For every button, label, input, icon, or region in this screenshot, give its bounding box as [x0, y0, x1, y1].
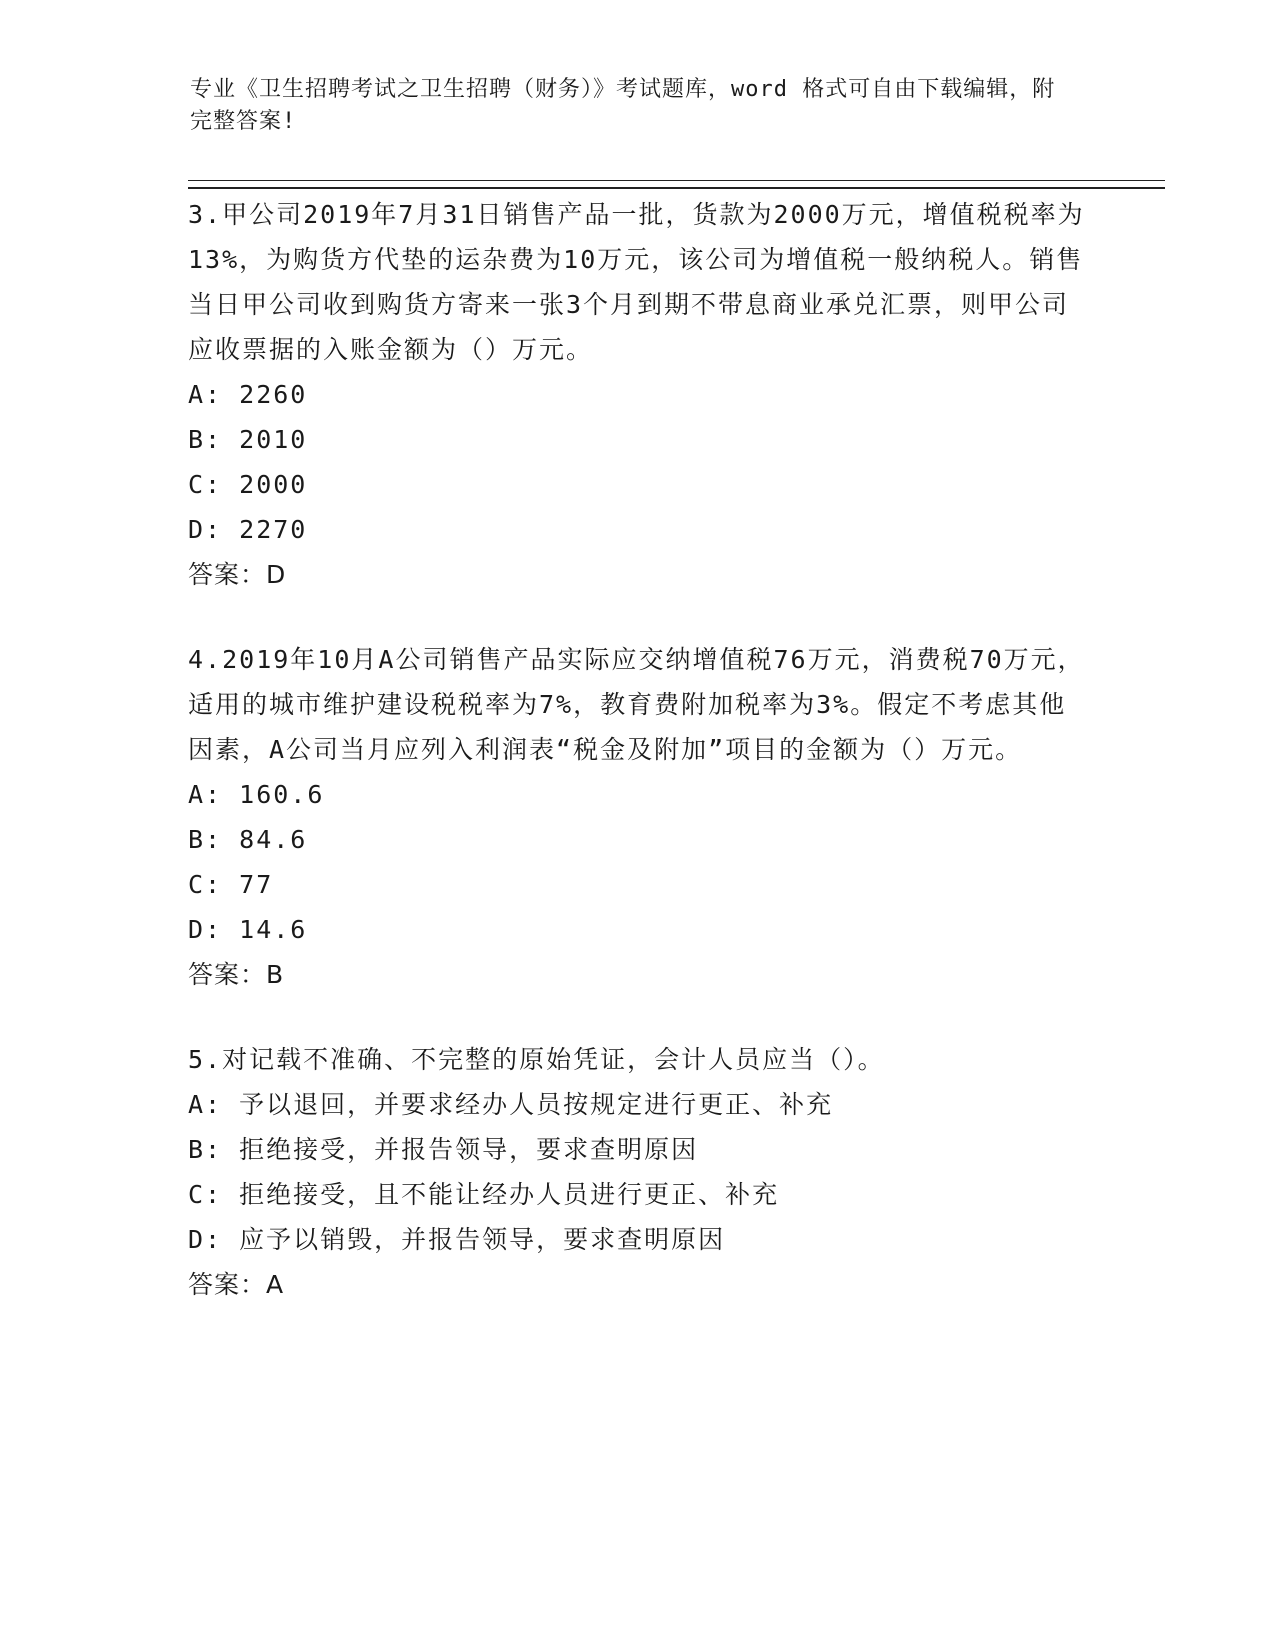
option-c: C: 拒绝接受，且不能让经办人员进行更正、补充 — [188, 1180, 780, 1209]
question-stem: 5.对记载不准确、不完整的原始凭证，会计人员应当（）。 — [188, 1045, 885, 1074]
question-list — [188, 192, 1088, 1347]
option-a: A: 160.6 — [188, 780, 325, 809]
question-3 — [188, 192, 1088, 597]
option-b: B: 拒绝接受，并报告领导，要求查明原因 — [188, 1135, 699, 1164]
document-header: 专业《卫生招聘考试之卫生招聘（财务）》考试题库，word 格式可自由下载编辑，附完整答案! — [190, 77, 1056, 134]
header-divider — [188, 180, 1165, 189]
option-a: A: 2260 — [188, 380, 308, 409]
option-c: C: 77 — [188, 870, 274, 899]
option-b: B: 84.6 — [188, 825, 308, 854]
answer-line: 答案：A — [188, 1270, 285, 1299]
option-d: D: 应予以销毁，并报告领导，要求查明原因 — [188, 1225, 726, 1254]
question-5 — [188, 1037, 1088, 1307]
option-a: A: 予以退回，并要求经办人员按规定进行更正、补充 — [188, 1090, 834, 1119]
option-d: D: 14.6 — [188, 915, 308, 944]
question-4 — [188, 637, 1088, 997]
question-stem: 4.2019年10月A公司销售产品实际应交纳增值税76万元，消费税70万元，适用的城市维护建设税税率为7%，教育费附加税率为3%。假定不考虑其他因素，A公司当月应列入利润表“税金及附加”项目的金额为（）万元。 — [188, 645, 1085, 764]
option-c: C: 2000 — [188, 470, 308, 499]
answer-line: 答案：D — [188, 560, 287, 589]
question-stem: 3.甲公司2019年7月31日销售产品一批，货款为2000万元，增值税税率为13%，为购货方代垫的运杂费为10万元，该公司为增值税一般纳税人。销售当日甲公司收到购货方寄来一张3个月到期不带息商业承兑汇票，则甲公司应收票据的入账金额为（）万元。 — [188, 200, 1085, 364]
answer-line: 答案：B — [188, 960, 285, 989]
option-b: B: 2010 — [188, 425, 308, 454]
option-d: D: 2270 — [188, 515, 308, 544]
